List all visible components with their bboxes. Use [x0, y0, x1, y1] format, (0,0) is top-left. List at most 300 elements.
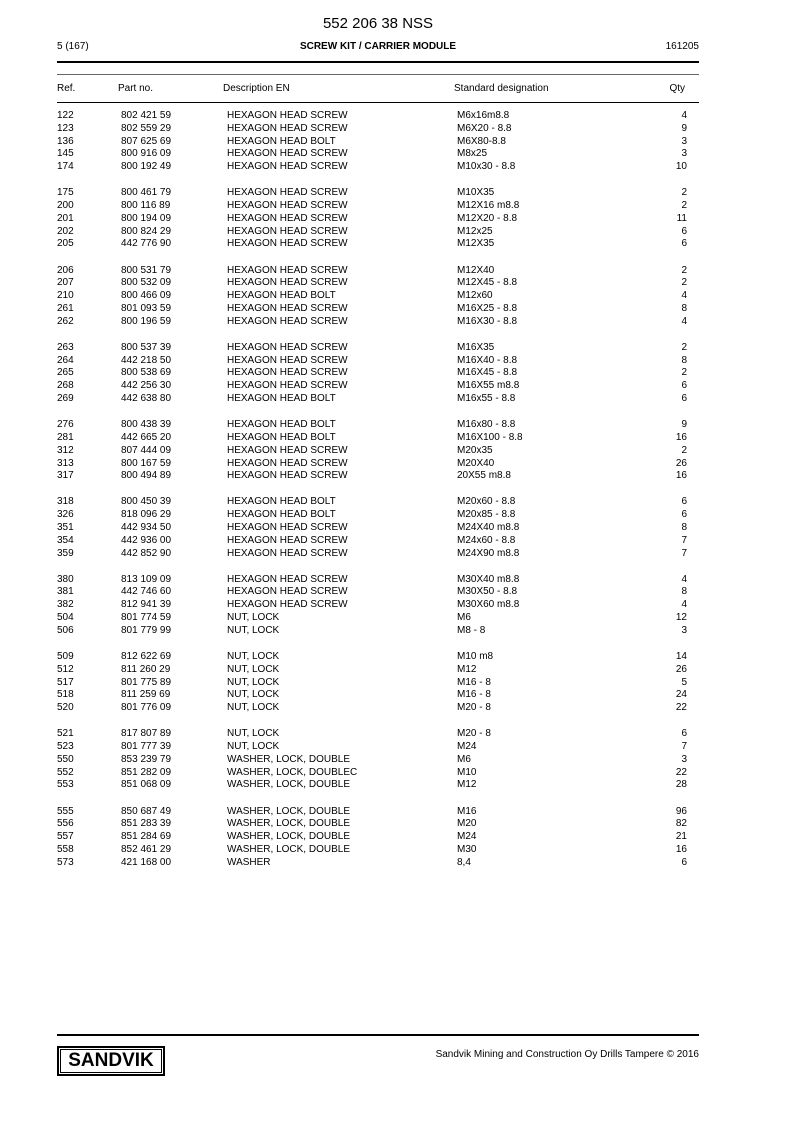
cell-qty: 7 — [681, 547, 687, 559]
table-row — [57, 599, 687, 612]
cell-description: WASHER, LOCK, DOUBLE — [227, 843, 350, 855]
table-row — [57, 277, 687, 290]
cell-standard: 20X55 m8.8 — [457, 470, 511, 482]
cell-part-no: 851 068 09 — [121, 779, 172, 791]
row-group — [57, 651, 687, 715]
table-row — [57, 238, 687, 251]
column-header-part-no: Part no. — [118, 83, 154, 94]
cell-description: NUT, LOCK — [227, 624, 280, 636]
cell-standard: M20x60 - 8.8 — [457, 496, 516, 508]
cell-ref: 206 — [57, 264, 74, 276]
cell-description: HEXAGON HEAD BOLT — [227, 419, 336, 431]
cell-description: HEXAGON HEAD SCREW — [227, 212, 348, 224]
table-row — [57, 831, 687, 844]
cell-qty: 3 — [681, 624, 687, 636]
table-row — [57, 548, 687, 561]
table-row — [57, 779, 687, 792]
cell-standard: M12X16 m8.8 — [457, 200, 520, 212]
cell-qty: 2 — [681, 200, 687, 212]
table-row — [57, 110, 687, 123]
cell-ref: 553 — [57, 779, 74, 791]
cell-part-no: 800 916 09 — [121, 148, 172, 160]
cell-qty: 4 — [681, 290, 687, 302]
cell-description: HEXAGON HEAD SCREW — [227, 586, 348, 598]
cell-standard: M6 — [457, 612, 471, 624]
table-row — [57, 290, 687, 303]
cell-qty: 4 — [681, 599, 687, 611]
row-group — [57, 265, 687, 329]
table-row — [57, 136, 687, 149]
cell-description: HEXAGON HEAD SCREW — [227, 302, 348, 314]
cell-standard: M12 — [457, 779, 477, 791]
table-row — [57, 213, 687, 226]
table-row — [57, 754, 687, 767]
cell-ref: 512 — [57, 663, 74, 675]
cell-qty: 6 — [681, 380, 687, 392]
cell-part-no: 851 284 69 — [121, 831, 172, 843]
cell-standard: M16X55 m8.8 — [457, 380, 520, 392]
cell-qty: 24 — [675, 689, 687, 701]
column-header-top-rule — [57, 74, 699, 75]
cell-part-no: 800 537 39 — [121, 341, 172, 353]
cell-ref: 174 — [57, 161, 74, 173]
cell-qty: 14 — [675, 650, 687, 662]
cell-ref: 550 — [57, 753, 74, 765]
table-row — [57, 342, 687, 355]
cell-qty: 3 — [681, 148, 687, 160]
table-row — [57, 380, 687, 393]
cell-standard: M12X45 - 8.8 — [457, 277, 518, 289]
cell-qty: 6 — [681, 393, 687, 405]
cell-qty: 26 — [675, 457, 687, 469]
column-header-qty: Qty — [669, 83, 685, 94]
cell-standard: M16X25 - 8.8 — [457, 302, 518, 314]
row-group — [57, 806, 687, 870]
cell-ref: 122 — [57, 110, 74, 121]
cell-qty: 2 — [681, 277, 687, 289]
cell-standard: M24 — [457, 741, 477, 753]
cell-description: NUT, LOCK — [227, 689, 280, 701]
table-row — [57, 612, 687, 625]
cell-ref: 175 — [57, 187, 74, 199]
cell-standard: M24 — [457, 831, 477, 843]
cell-description: HEXAGON HEAD BOLT — [227, 431, 336, 443]
table-row — [57, 509, 687, 522]
cell-qty: 22 — [675, 702, 687, 714]
cell-part-no: 817 807 89 — [121, 728, 172, 740]
cell-ref: 276 — [57, 419, 74, 431]
table-row — [57, 367, 687, 380]
cell-qty: 2 — [681, 444, 687, 456]
cell-part-no: 802 559 29 — [121, 122, 172, 134]
table-row — [57, 470, 687, 483]
parts-table — [57, 110, 687, 883]
cell-ref: 207 — [57, 277, 74, 289]
cell-standard: M16X35 — [457, 341, 495, 353]
cell-part-no: 800 450 39 — [121, 496, 172, 508]
table-row — [57, 767, 687, 780]
cell-qty: 10 — [675, 161, 687, 173]
header-rule — [57, 61, 699, 63]
cell-standard: M16X30 - 8.8 — [457, 315, 518, 327]
cell-part-no: 442 934 50 — [121, 522, 172, 533]
sandvik-logo — [57, 1046, 165, 1076]
cell-description: HEXAGON HEAD SCREW — [227, 200, 348, 212]
cell-standard: M20 — [457, 818, 477, 830]
cell-standard: M20X40 — [457, 457, 495, 469]
cell-qty: 16 — [675, 470, 687, 482]
cell-description: NUT, LOCK — [227, 663, 280, 675]
cell-standard: M6X80-8.8 — [457, 135, 506, 147]
cell-description: NUT, LOCK — [227, 702, 280, 714]
footer-copyright: Sandvik Mining and Construction Oy Drills Tampere © 2016 — [435, 1049, 699, 1060]
cell-standard: M10x30 - 8.8 — [457, 161, 516, 173]
cell-ref: 281 — [57, 431, 74, 443]
cell-ref: 506 — [57, 624, 74, 636]
cell-standard: M30X50 - 8.8 — [457, 586, 518, 598]
cell-standard: M20 - 8 — [457, 728, 491, 740]
cell-part-no: 442 776 90 — [121, 238, 172, 250]
cell-part-no: 442 256 30 — [121, 380, 172, 392]
table-row — [57, 458, 687, 471]
cell-part-no: 800 116 89 — [121, 200, 171, 212]
cell-qty: 8 — [681, 586, 687, 598]
cell-ref: 317 — [57, 470, 74, 482]
cell-standard: M12x25 — [457, 225, 493, 237]
cell-standard: M16 — [457, 805, 477, 817]
row-group — [57, 728, 687, 792]
cell-standard: M12X35 — [457, 238, 495, 250]
cell-qty: 9 — [681, 122, 687, 134]
table-row — [57, 316, 687, 329]
cell-qty: 22 — [675, 766, 687, 778]
cell-part-no: 818 096 29 — [121, 509, 172, 521]
cell-standard: M20x35 — [457, 444, 493, 456]
cell-part-no: 800 532 09 — [121, 277, 172, 289]
cell-ref: 265 — [57, 367, 74, 379]
cell-description: NUT, LOCK — [227, 676, 280, 688]
cell-standard: M10X35 — [457, 187, 495, 199]
table-row — [57, 844, 687, 857]
cell-description: HEXAGON HEAD SCREW — [227, 148, 348, 160]
cell-standard: M6 — [457, 753, 471, 765]
row-group — [57, 496, 687, 560]
cell-ref: 520 — [57, 702, 74, 714]
cell-description: HEXAGON HEAD SCREW — [227, 380, 348, 392]
cell-description: HEXAGON HEAD SCREW — [227, 187, 348, 199]
cell-description: HEXAGON HEAD SCREW — [227, 238, 348, 250]
table-row — [57, 574, 687, 587]
cell-ref: 556 — [57, 818, 74, 830]
cell-part-no: 853 239 79 — [121, 753, 172, 765]
table-row — [57, 677, 687, 690]
table-row — [57, 303, 687, 316]
cell-part-no: 807 625 69 — [121, 135, 172, 147]
cell-description: HEXAGON HEAD SCREW — [227, 264, 348, 276]
cell-ref: 509 — [57, 650, 74, 662]
cell-qty: 21 — [675, 831, 687, 843]
cell-qty: 6 — [681, 496, 687, 508]
cell-description: WASHER, LOCK, DOUBLE — [227, 818, 350, 830]
cell-ref: 268 — [57, 380, 74, 392]
cell-ref: 261 — [57, 302, 74, 314]
cell-standard: M16 - 8 — [457, 676, 491, 688]
cell-standard: M12X20 - 8.8 — [457, 212, 518, 224]
cell-description: HEXAGON HEAD SCREW — [227, 354, 348, 366]
cell-standard: M8x25 — [457, 148, 488, 160]
cell-part-no: 421 168 00 — [121, 856, 172, 868]
cell-part-no: 811 259 69 — [121, 689, 171, 701]
cell-standard: M16 - 8 — [457, 689, 491, 701]
cell-standard: M6x16m8.8 — [457, 110, 510, 121]
cell-qty: 9 — [681, 419, 687, 431]
cell-part-no: 812 941 39 — [121, 599, 172, 611]
cell-standard: M8 - 8 — [457, 624, 486, 636]
cell-description: HEXAGON HEAD SCREW — [227, 470, 348, 482]
cell-description: HEXAGON HEAD SCREW — [227, 315, 348, 327]
cell-ref: 354 — [57, 534, 74, 546]
cell-standard: M12X40 — [457, 264, 495, 276]
cell-standard: M30 — [457, 843, 477, 855]
cell-standard: M6X20 - 8.8 — [457, 122, 512, 134]
cell-ref: 263 — [57, 341, 74, 353]
cell-ref: 313 — [57, 457, 74, 469]
cell-ref: 210 — [57, 290, 74, 302]
table-row — [57, 393, 687, 406]
table-row — [57, 664, 687, 677]
cell-qty: 2 — [681, 264, 687, 276]
cell-standard: M24X40 m8.8 — [457, 522, 520, 533]
cell-qty: 4 — [681, 573, 687, 585]
cell-qty: 82 — [675, 818, 687, 830]
cell-description: NUT, LOCK — [227, 650, 280, 662]
cell-part-no: 800 538 69 — [121, 367, 172, 379]
cell-ref: 558 — [57, 843, 74, 855]
cell-standard: M24x60 - 8.8 — [457, 534, 516, 546]
column-header-ref: Ref. — [57, 83, 76, 94]
cell-part-no: 802 421 59 — [121, 110, 172, 121]
cell-qty: 26 — [675, 663, 687, 675]
cell-ref: 504 — [57, 612, 74, 624]
cell-qty: 8 — [681, 354, 687, 366]
cell-description: NUT, LOCK — [227, 612, 280, 624]
table-row — [57, 355, 687, 368]
cell-qty: 8 — [681, 302, 687, 314]
cell-part-no: 801 777 39 — [121, 741, 172, 753]
column-header-description: Description EN — [223, 83, 290, 94]
cell-standard: M20x85 - 8.8 — [457, 509, 516, 521]
cell-standard: M20 - 8 — [457, 702, 491, 714]
cell-description: HEXAGON HEAD SCREW — [227, 457, 348, 469]
cell-description: HEXAGON HEAD SCREW — [227, 225, 348, 237]
cell-part-no: 851 282 09 — [121, 766, 172, 778]
table-row — [57, 728, 687, 741]
cell-ref: 351 — [57, 522, 74, 533]
row-group — [57, 574, 687, 638]
cell-qty: 5 — [681, 676, 687, 688]
cell-standard: M10 m8 — [457, 650, 494, 662]
cell-qty: 8 — [681, 522, 687, 533]
table-row — [57, 445, 687, 458]
cell-part-no: 801 775 89 — [121, 676, 172, 688]
cell-part-no: 442 665 20 — [121, 431, 172, 443]
table-row — [57, 586, 687, 599]
table-row — [57, 432, 687, 445]
cell-description: HEXAGON HEAD BOLT — [227, 135, 336, 147]
cell-part-no: 850 687 49 — [121, 805, 172, 817]
cell-ref: 264 — [57, 354, 74, 366]
table-row — [57, 651, 687, 664]
cell-part-no: 800 461 79 — [121, 187, 172, 199]
cell-standard: M16X40 - 8.8 — [457, 354, 518, 366]
cell-part-no: 801 774 59 — [121, 612, 172, 624]
logo-text: SANDVIK — [60, 1049, 162, 1073]
cell-qty: 7 — [681, 741, 687, 753]
cell-qty: 4 — [681, 110, 687, 121]
cell-part-no: 442 218 50 — [121, 354, 172, 366]
cell-part-no: 442 638 80 — [121, 393, 172, 405]
cell-ref: 145 — [57, 148, 74, 160]
cell-standard: M16x55 - 8.8 — [457, 393, 516, 405]
cell-part-no: 811 260 29 — [121, 663, 171, 675]
table-row — [57, 200, 687, 213]
cell-qty: 2 — [681, 341, 687, 353]
cell-part-no: 800 494 89 — [121, 470, 172, 482]
table-row — [57, 535, 687, 548]
column-header-standard: Standard designation — [454, 83, 549, 94]
cell-description: HEXAGON HEAD SCREW — [227, 547, 348, 559]
cell-description: HEXAGON HEAD SCREW — [227, 573, 348, 585]
cell-description: HEXAGON HEAD BOLT — [227, 290, 336, 302]
cell-qty: 7 — [681, 534, 687, 546]
cell-standard: M30X60 m8.8 — [457, 599, 520, 611]
cell-part-no: 801 093 59 — [121, 302, 172, 314]
cell-ref: 518 — [57, 689, 74, 701]
cell-description: HEXAGON HEAD SCREW — [227, 122, 348, 134]
cell-ref: 573 — [57, 856, 74, 868]
table-row — [57, 625, 687, 638]
table-row — [57, 496, 687, 509]
table-row — [57, 689, 687, 702]
table-row — [57, 419, 687, 432]
table-row — [57, 265, 687, 278]
cell-description: HEXAGON HEAD SCREW — [227, 341, 348, 353]
cell-standard: M24X90 m8.8 — [457, 547, 520, 559]
cell-part-no: 800 438 39 — [121, 419, 172, 431]
cell-description: HEXAGON HEAD BOLT — [227, 496, 336, 508]
cell-description: WASHER — [227, 856, 271, 868]
cell-part-no: 807 444 09 — [121, 444, 172, 456]
table-row — [57, 187, 687, 200]
cell-ref: 523 — [57, 741, 74, 753]
cell-description: HEXAGON HEAD SCREW — [227, 522, 348, 533]
cell-part-no: 800 192 49 — [121, 161, 172, 173]
cell-standard: M16X100 - 8.8 — [457, 431, 523, 443]
cell-qty: 16 — [675, 843, 687, 855]
row-group — [57, 419, 687, 483]
cell-description: HEXAGON HEAD SCREW — [227, 534, 348, 546]
table-row — [57, 806, 687, 819]
cell-description: HEXAGON HEAD BOLT — [227, 509, 336, 521]
table-row — [57, 148, 687, 161]
cell-description: WASHER, LOCK, DOUBLEC — [227, 766, 358, 778]
cell-part-no: 812 622 69 — [121, 650, 172, 662]
cell-ref: 318 — [57, 496, 74, 508]
cell-standard: M12 — [457, 663, 477, 675]
cell-ref: 381 — [57, 586, 74, 598]
cell-qty: 2 — [681, 367, 687, 379]
row-group — [57, 342, 687, 406]
cell-description: HEXAGON HEAD BOLT — [227, 393, 336, 405]
cell-ref: 202 — [57, 225, 74, 237]
document-title: SCREW KIT / CARRIER MODULE — [299, 41, 457, 52]
cell-qty: 4 — [681, 315, 687, 327]
table-row — [57, 226, 687, 239]
cell-description: NUT, LOCK — [227, 728, 280, 740]
cell-part-no: 442 852 90 — [121, 547, 172, 559]
cell-qty: 6 — [681, 509, 687, 521]
cell-part-no: 852 461 29 — [121, 843, 172, 855]
cell-ref: 123 — [57, 122, 74, 134]
cell-standard: M16X45 - 8.8 — [457, 367, 518, 379]
cell-qty: 6 — [681, 225, 687, 237]
cell-description: WASHER, LOCK, DOUBLE — [227, 753, 350, 765]
cell-part-no: 801 779 99 — [121, 624, 172, 636]
cell-qty: 28 — [675, 779, 687, 791]
cell-ref: 326 — [57, 509, 74, 521]
table-row — [57, 522, 687, 535]
cell-ref: 521 — [57, 728, 74, 740]
cell-ref: 312 — [57, 444, 74, 456]
cell-description: WASHER, LOCK, DOUBLE — [227, 831, 350, 843]
column-header-bottom-rule — [57, 102, 699, 103]
cell-qty: 96 — [675, 805, 687, 817]
table-row — [57, 702, 687, 715]
table-row — [57, 741, 687, 754]
cell-description: WASHER, LOCK, DOUBLE — [227, 805, 350, 817]
table-row — [57, 161, 687, 174]
cell-qty: 3 — [681, 753, 687, 765]
cell-description: HEXAGON HEAD SCREW — [227, 277, 348, 289]
cell-standard: M30X40 m8.8 — [457, 573, 520, 585]
page-number: 5 (167) — [57, 41, 89, 52]
cell-part-no: 442 936 00 — [121, 534, 172, 546]
cell-qty: 12 — [675, 612, 687, 624]
table-row — [57, 857, 687, 870]
cell-description: HEXAGON HEAD SCREW — [227, 161, 348, 173]
cell-standard: M10 — [457, 766, 477, 778]
cell-qty: 6 — [681, 728, 687, 740]
table-row — [57, 123, 687, 136]
cell-standard: 8,4 — [457, 856, 471, 868]
cell-ref: 269 — [57, 393, 74, 405]
cell-description: HEXAGON HEAD SCREW — [227, 444, 348, 456]
row-group — [57, 187, 687, 251]
cell-part-no: 801 776 09 — [121, 702, 172, 714]
date-code: 161205 — [665, 41, 699, 52]
table-row — [57, 818, 687, 831]
cell-ref: 555 — [57, 805, 74, 817]
cell-part-no: 800 531 79 — [121, 264, 172, 276]
cell-description: WASHER, LOCK, DOUBLE — [227, 779, 350, 791]
cell-qty: 16 — [675, 431, 687, 443]
cell-description: HEXAGON HEAD SCREW — [227, 110, 348, 121]
cell-qty: 2 — [681, 187, 687, 199]
cell-part-no: 800 194 09 — [121, 212, 172, 224]
cell-part-no: 800 466 09 — [121, 290, 172, 302]
cell-description: HEXAGON HEAD SCREW — [227, 599, 348, 611]
cell-ref: 517 — [57, 676, 74, 688]
